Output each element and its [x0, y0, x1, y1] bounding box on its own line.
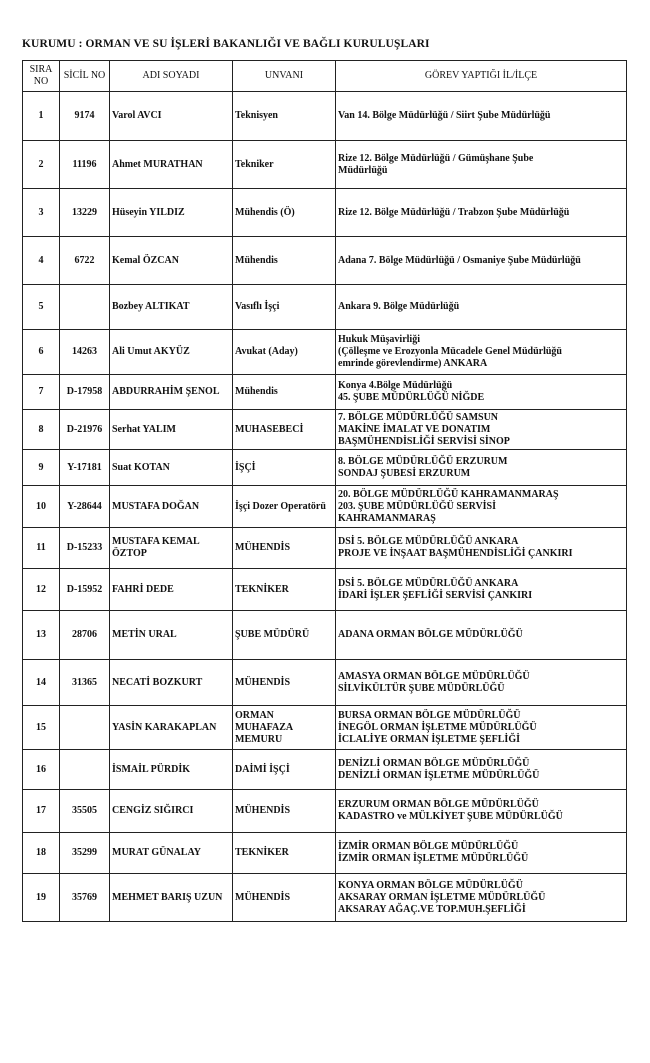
duty-line: İDARİ İŞLER ŞEFLİĞİ SERVİSİ ÇANKIRI: [338, 589, 533, 601]
row-gorev-yeri: [336, 611, 627, 660]
row-adi-soyadi: MEHMET BARIŞ UZUN: [110, 874, 233, 922]
duty-line: DENİZLİ ORMAN BÖLGE MÜDÜRLÜĞÜ: [338, 757, 530, 769]
row-unvani: MÜHENDİS: [233, 528, 336, 569]
row-gorev-yeri: [336, 410, 627, 450]
column-header-sira-no: SIRA NO: [23, 61, 60, 92]
row-sicil-no: 11196: [60, 141, 110, 189]
row-unvani: Avukat (Aday): [233, 330, 336, 375]
duty-line: emrinde görevlendirme) ANKARA: [338, 358, 488, 369]
row-sicil-no: 35769: [60, 874, 110, 922]
table-row: [23, 833, 627, 874]
row-gorev-yeri: [336, 486, 627, 528]
row-gorev-yeri: [336, 92, 627, 141]
duty-line: BURSA ORMAN BÖLGE MÜDÜRLÜĞÜ: [338, 709, 521, 721]
duty-line: 45. ŞUBE MÜDÜRLÜĞÜ NİĞDE: [338, 392, 485, 403]
duty-line: ADANA ORMAN BÖLGE MÜDÜRLÜĞÜ: [338, 629, 523, 640]
row-sicil-no: [60, 285, 110, 330]
table-row: [23, 189, 627, 237]
row-unvani: Teknisyen: [233, 92, 336, 141]
row-sira-no: 10: [23, 486, 60, 528]
row-sicil-no: 14263: [60, 330, 110, 375]
column-header-unvani: UNVANI: [233, 61, 336, 92]
row-unvani: Mühendis (Ö): [233, 189, 336, 237]
row-sira-no: 16: [23, 750, 60, 790]
row-gorev-yeri: [336, 141, 627, 189]
row-adi-soyadi: ABDURRAHİM ŞENOL: [110, 375, 233, 410]
duty-line: 8. BÖLGE MÜDÜRLÜĞÜ ERZURUM: [338, 455, 508, 467]
row-sira-no: 2: [23, 141, 60, 189]
column-header-gorev-yeri: GÖREV YAPTIĞI İL/İLÇE: [336, 61, 627, 92]
row-unvani: MÜHENDİS: [233, 660, 336, 706]
duty-line: AKSARAY ORMAN İŞLETME MÜDÜRLÜĞÜ: [338, 891, 546, 903]
row-sira-no: 19: [23, 874, 60, 922]
row-gorev-yeri: [336, 189, 627, 237]
row-adi-soyadi: Ahmet MURATHAN: [110, 141, 233, 189]
duty-line: Ankara 9. Bölge Müdürlüğü: [338, 301, 460, 312]
row-gorev-yeri: [336, 874, 627, 922]
row-sira-no: 14: [23, 660, 60, 706]
duty-line: Konya 4.Bölge Müdürlüğü: [338, 380, 453, 391]
row-gorev-yeri: [336, 528, 627, 569]
column-header-adi-soyadi: ADI SOYADI: [110, 61, 233, 92]
row-unvani: Tekniker: [233, 141, 336, 189]
row-sira-no: 9: [23, 450, 60, 486]
table-row: [23, 874, 627, 922]
table-row: [23, 706, 627, 750]
row-sicil-no: D-15233: [60, 528, 110, 569]
duty-line: İNEGÖL ORMAN İŞLETME MÜDÜRLÜĞÜ: [338, 721, 537, 733]
row-sira-no: 8: [23, 410, 60, 450]
duty-line: Van 14. Bölge Müdürlüğü / Siirt Şube Müdürlüğü: [338, 110, 551, 121]
table-row: [23, 330, 627, 375]
duty-line: Adana 7. Bölge Müdürlüğü / Osmaniye Şube Müdürlüğü: [338, 254, 581, 266]
row-unvani: MUHASEBECİ: [233, 410, 336, 450]
row-sira-no: 3: [23, 189, 60, 237]
duty-line: AMASYA ORMAN BÖLGE MÜDÜRLÜĞÜ: [338, 670, 530, 682]
duty-line: İZMİR ORMAN BÖLGE MÜDÜRLÜĞÜ: [338, 841, 519, 852]
row-gorev-yeri: [336, 833, 627, 874]
duty-line: Rize 12. Bölge Müdürlüğü / Gümüşhane Şube: [338, 152, 534, 164]
row-adi-soyadi: METİN URAL: [110, 611, 233, 660]
row-unvani: Mühendis: [233, 375, 336, 410]
duty-line: AKSARAY AĞAÇ.VE TOP.MUH.ŞEFLİĞİ: [338, 903, 526, 915]
duty-line: İZMİR ORMAN İŞLETME MÜDÜRLÜĞÜ: [338, 853, 529, 864]
table-row: [23, 569, 627, 611]
duty-line: ERZURUM ORMAN BÖLGE MÜDÜRLÜĞÜ: [338, 799, 539, 810]
row-gorev-yeri: [336, 706, 627, 750]
row-adi-soyadi: Hüseyin YILDIZ: [110, 189, 233, 237]
duty-line: DENİZLİ ORMAN İŞLETME MÜDÜRLÜĞÜ: [338, 769, 540, 781]
row-gorev-yeri: [336, 569, 627, 611]
row-sicil-no: D-15952: [60, 569, 110, 611]
table-header-row: [23, 61, 627, 92]
row-unvani: DAİMİ İŞÇİ: [233, 750, 336, 790]
row-sicil-no: D-21976: [60, 410, 110, 450]
table-row: [23, 285, 627, 330]
column-header-sicil-no: SİCİL NO: [60, 61, 110, 92]
duty-line: DSİ 5. BÖLGE MÜDÜRLÜĞÜ ANKARA: [338, 577, 519, 589]
row-adi-soyadi: Ali Umut AKYÜZ: [110, 330, 233, 375]
row-unvani: İŞÇİ: [233, 450, 336, 486]
row-adi-soyadi: NECATİ BOZKURT: [110, 660, 233, 706]
row-sicil-no: Y-17181: [60, 450, 110, 486]
row-sicil-no: 13229: [60, 189, 110, 237]
table-body: [23, 92, 627, 922]
table-row: [23, 410, 627, 450]
row-sicil-no: 31365: [60, 660, 110, 706]
duty-line: SİLVİKÜLTÜR ŞUBE MÜDÜRLÜĞÜ: [338, 682, 505, 694]
row-gorev-yeri: [336, 750, 627, 790]
row-sira-no: 1: [23, 92, 60, 141]
table-row: [23, 611, 627, 660]
table-row: [23, 486, 627, 528]
table-row: [23, 660, 627, 706]
row-sira-no: 18: [23, 833, 60, 874]
table-row: [23, 790, 627, 833]
table-row: [23, 750, 627, 790]
row-gorev-yeri: [336, 330, 627, 375]
row-adi-soyadi: İSMAİL PÜRDİK: [110, 750, 233, 790]
duty-line: Müdürlüğü: [338, 164, 388, 176]
duty-line: BAŞMÜHENDİSLİĞİ SERVİSİ SİNOP: [338, 435, 510, 447]
row-gorev-yeri: [336, 790, 627, 833]
duty-line: SONDAJ ŞUBESİ ERZURUM: [338, 467, 471, 479]
row-sicil-no: 28706: [60, 611, 110, 660]
row-adi-soyadi: MURAT GÜNALAY: [110, 833, 233, 874]
row-sicil-no: [60, 750, 110, 790]
duty-line: KONYA ORMAN BÖLGE MÜDÜRLÜĞÜ: [338, 879, 523, 891]
page-title: KURUMU : ORMAN VE SU İŞLERİ BAKANLIĞI VE BAĞLI KURULUŞLARI: [22, 38, 430, 50]
row-sira-no: 6: [23, 330, 60, 375]
row-gorev-yeri: [336, 375, 627, 410]
duty-line: 7. BÖLGE MÜDÜRLÜĞÜ SAMSUN: [338, 411, 499, 423]
table-row: [23, 528, 627, 569]
row-sira-no: 7: [23, 375, 60, 410]
row-sira-no: 4: [23, 237, 60, 285]
personnel-table: [22, 60, 627, 922]
row-sira-no: 12: [23, 569, 60, 611]
table-row: [23, 450, 627, 486]
row-unvani: MÜHENDİS: [233, 874, 336, 922]
row-gorev-yeri: [336, 660, 627, 706]
row-sicil-no: 35299: [60, 833, 110, 874]
row-unvani: Vasıflı İşçi: [233, 285, 336, 330]
duty-line: Hukuk Müşavirliği: [338, 334, 420, 345]
duty-line: KAHRAMANMARAŞ: [338, 512, 436, 524]
duty-line: 203. ŞUBE MÜDÜRLÜĞÜ SERVİSİ: [338, 500, 497, 512]
row-sira-no: 5: [23, 285, 60, 330]
row-sira-no: 17: [23, 790, 60, 833]
row-adi-soyadi: Varol AVCI: [110, 92, 233, 141]
row-sira-no: 13: [23, 611, 60, 660]
row-adi-soyadi: Bozbey ALTIKAT: [110, 285, 233, 330]
table-row: [23, 141, 627, 189]
duty-line: Rize 12. Bölge Müdürlüğü / Trabzon Şube Müdürlüğü: [338, 206, 570, 218]
row-sicil-no: 35505: [60, 790, 110, 833]
row-unvani: İşçi Dozer Operatörü: [233, 486, 336, 528]
row-adi-soyadi: YASİN KARAKAPLAN: [110, 706, 233, 750]
row-sicil-no: [60, 706, 110, 750]
row-unvani: TEKNİKER: [233, 569, 336, 611]
row-adi-soyadi: CENGİZ SIĞIRCI: [110, 790, 233, 833]
row-unvani: ŞUBE MÜDÜRÜ: [233, 611, 336, 660]
row-gorev-yeri: [336, 285, 627, 330]
duty-line: KADASTRO ve MÜLKİYET ŞUBE MÜDÜRLÜĞÜ: [338, 811, 563, 822]
row-sicil-no: D-17958: [60, 375, 110, 410]
row-adi-soyadi: MUSTAFA KEMAL ÖZTOP: [110, 528, 233, 569]
duty-line: PROJE VE İNŞAAT BAŞMÜHENDİSLİĞİ ÇANKIRI: [338, 548, 573, 559]
duty-line: (Çölleşme ve Erozyonla Mücadele Genel Müdürlüğü: [338, 346, 562, 357]
row-unvani: TEKNİKER: [233, 833, 336, 874]
duty-line: İCLALİYE ORMAN İŞLETME ŞEFLİĞİ: [338, 733, 520, 745]
duty-line: 20. BÖLGE MÜDÜRLÜĞÜ KAHRAMANMARAŞ: [338, 488, 559, 500]
row-sicil-no: 6722: [60, 237, 110, 285]
row-gorev-yeri: [336, 450, 627, 486]
row-sira-no: 11: [23, 528, 60, 569]
table-row: [23, 92, 627, 141]
row-unvani: MÜHENDİS: [233, 790, 336, 833]
table-row: [23, 375, 627, 410]
row-sicil-no: Y-28644: [60, 486, 110, 528]
row-adi-soyadi: Kemal ÖZCAN: [110, 237, 233, 285]
duty-line: MAKİNE İMALAT VE DONATIM: [338, 423, 491, 435]
row-adi-soyadi: Serhat YALIM: [110, 410, 233, 450]
row-sira-no: 15: [23, 706, 60, 750]
row-adi-soyadi: MUSTAFA DOĞAN: [110, 486, 233, 528]
table-row: [23, 237, 627, 285]
row-sicil-no: 9174: [60, 92, 110, 141]
row-unvani: ORMAN MUHAFAZA MEMURU: [233, 706, 336, 750]
row-adi-soyadi: Suat KOTAN: [110, 450, 233, 486]
row-unvani: Mühendis: [233, 237, 336, 285]
row-adi-soyadi: FAHRİ DEDE: [110, 569, 233, 611]
row-gorev-yeri: [336, 237, 627, 285]
duty-line: DSİ 5. BÖLGE MÜDÜRLÜĞÜ ANKARA: [338, 536, 519, 547]
